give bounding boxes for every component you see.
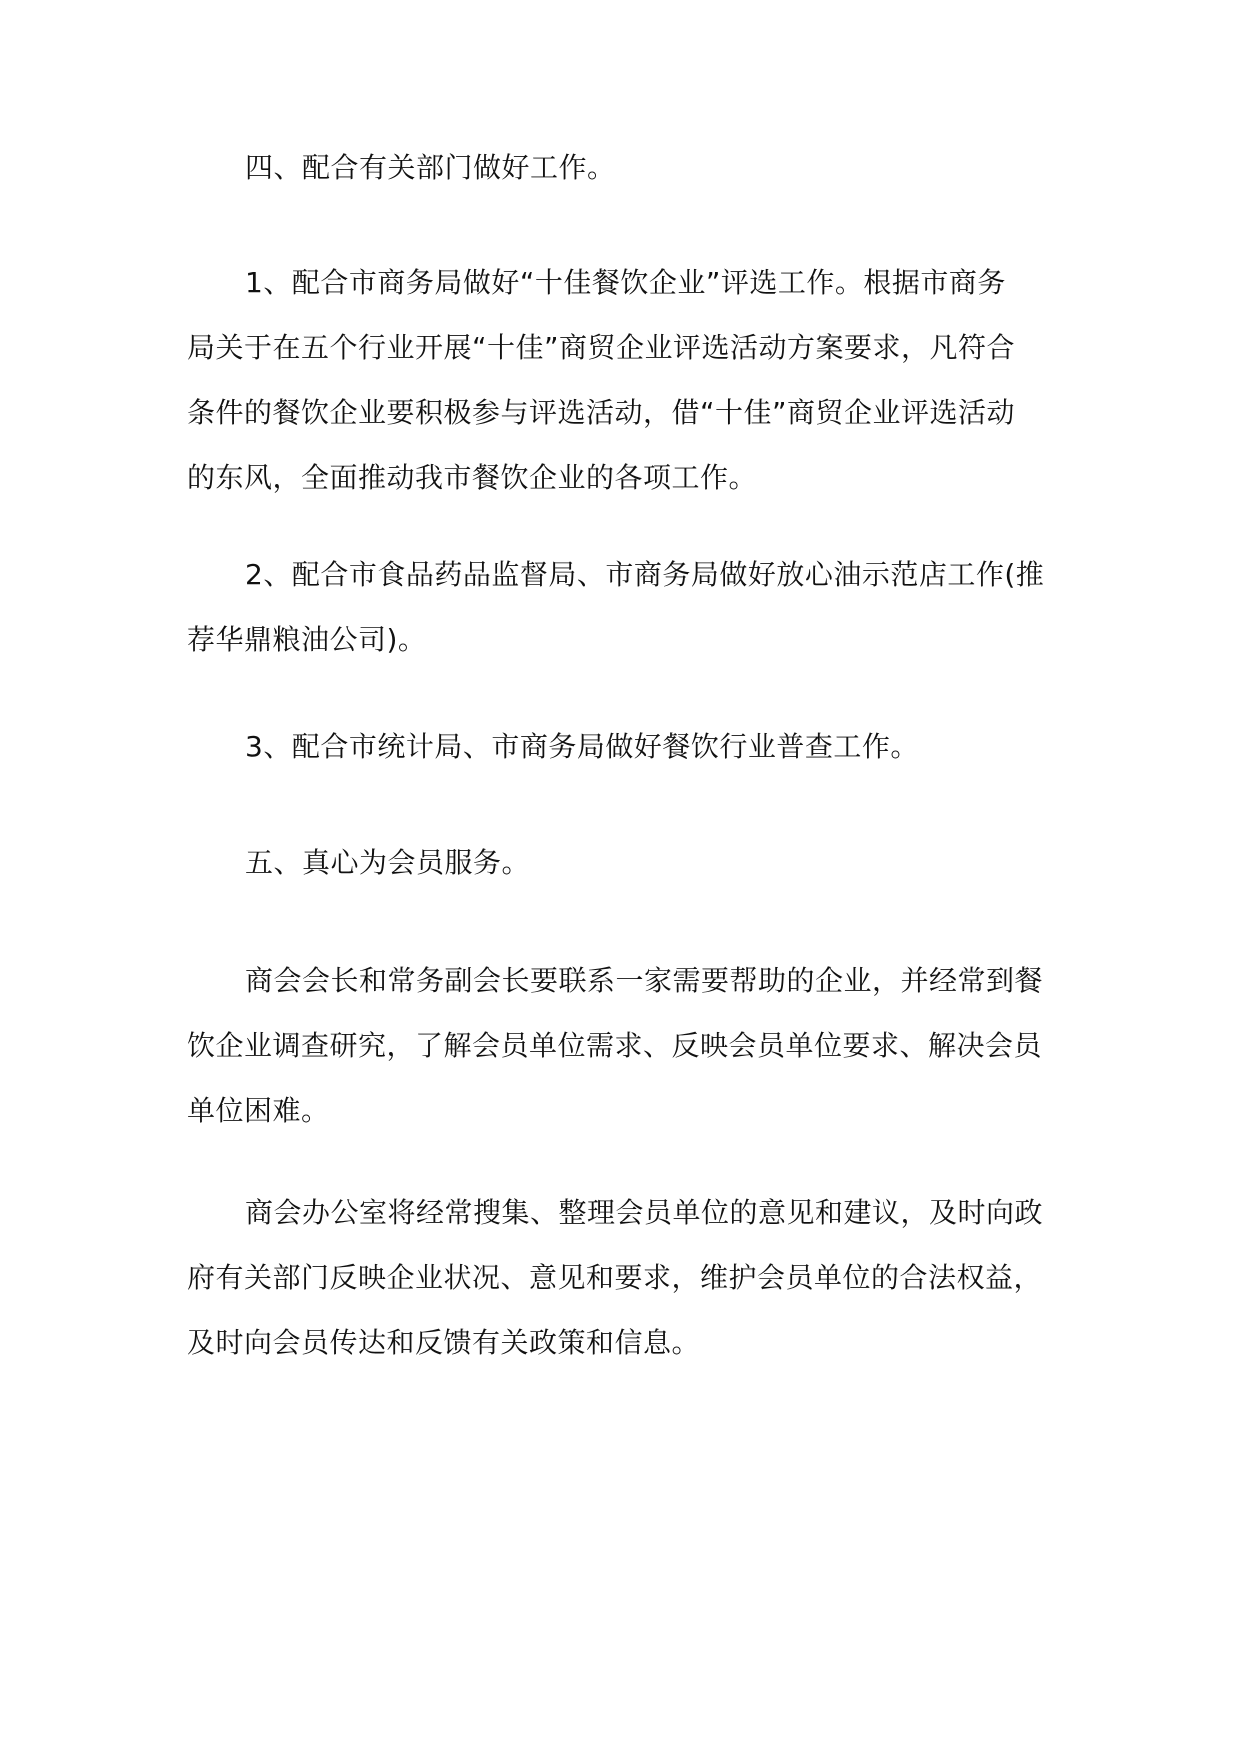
text-line: 局关于在五个行业开展“十佳”商贸企业评选活动方案要求，凡符合 bbox=[187, 331, 1016, 364]
text-line: 的东风，全面推动我市餐饮企业的各项工作。 bbox=[187, 461, 758, 494]
text-line: 3、配合市统计局、市商务局做好餐饮行业普查工作。 bbox=[245, 730, 919, 763]
text-line: 饮企业调查研究，了解会员单位需求、反映会员单位要求、解决会员 bbox=[187, 1029, 1043, 1062]
text-line: 府有关部门反映企业状况、意见和要求，维护会员单位的合法权益， bbox=[187, 1261, 1043, 1294]
text-line: 四、配合有关部门做好工作。 bbox=[245, 151, 616, 184]
section-heading-four bbox=[187, 135, 1067, 200]
text-line: 2、配合市食品药品监督局、市商务局做好放心油示范店工作(推 bbox=[245, 558, 1045, 591]
paragraph-item-1 bbox=[187, 250, 1067, 510]
text-line: 荐华鼎粮油公司)。 bbox=[187, 623, 427, 656]
paragraph-item-2 bbox=[187, 542, 1067, 672]
text-line: 五、真心为会员服务。 bbox=[245, 846, 531, 879]
text-line: 单位困难。 bbox=[187, 1094, 330, 1127]
text-line: 商会办公室将经常搜集、整理会员单位的意见和建议，及时向政 bbox=[245, 1196, 1044, 1229]
section-heading-five bbox=[187, 830, 1067, 895]
text-line: 1、配合市商务局做好“十佳餐饮企业”评选工作。根据市商务 bbox=[245, 266, 1006, 299]
text-line: 及时向会员传达和反馈有关政策和信息。 bbox=[187, 1326, 701, 1359]
text-line: 商会会长和常务副会长要联系一家需要帮助的企业，并经常到餐 bbox=[245, 964, 1044, 997]
paragraph-item-3 bbox=[187, 714, 1067, 779]
paragraph-office-feedback bbox=[187, 1180, 1067, 1375]
text-line: 条件的餐饮企业要积极参与评选活动，借“十佳”商贸企业评选活动 bbox=[187, 396, 1016, 429]
paragraph-member-contact bbox=[187, 948, 1067, 1143]
